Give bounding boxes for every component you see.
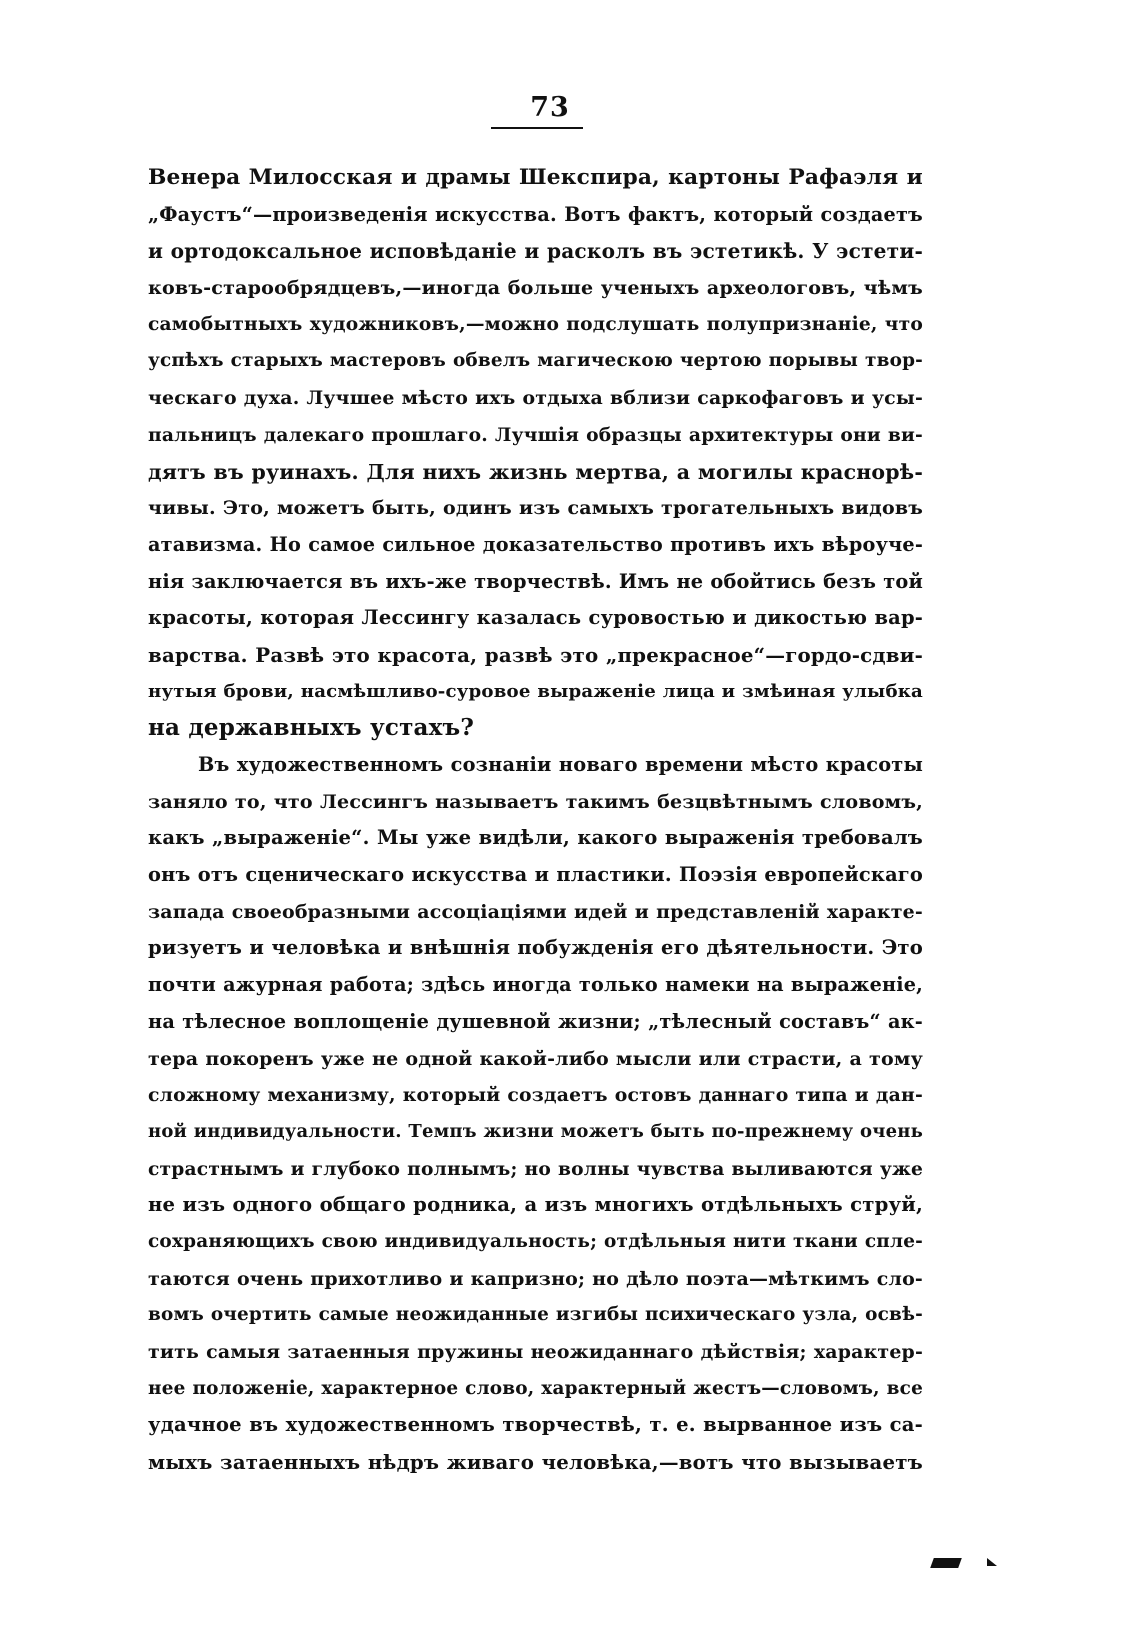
text-line: „Фаустъ“—произведенія искусства. Вотъ фактъ, который создаетъ (148, 202, 923, 226)
text-line: ризуетъ и человѣка и внѣшнія побужденія его дѣятельности. Это (148, 936, 923, 960)
text-line: нее положеніе, характерное слово, характерный жестъ—словомъ, все (148, 1377, 923, 1399)
text-line: мыхъ затаенныхъ нѣдръ живаго человѣка,—вотъ что вызываетъ (148, 1450, 923, 1475)
text-line: на державныхъ устахъ? (148, 714, 475, 742)
text-line: страстнымъ и глубоко полнымъ; но волны чувства выливаются уже (148, 1157, 923, 1180)
text-line: ковъ-старообрядцевъ,—иногда больше ученыхъ археологовъ, чѣмъ (148, 277, 923, 300)
text-line: пальницъ далекаго прошлаго. Лучшія образцы архитектуры они ви- (148, 423, 923, 446)
text-line: красоты, которая Лессингу казалась суровостью и дикостью вар- (148, 606, 923, 630)
text-line: атавизма. Но самое сильное доказательство противъ ихъ вѣроуче- (148, 532, 923, 556)
text-line: Въ художественномъ сознаніи новаго времени мѣсто красоты (198, 753, 923, 776)
text-line: Венера Милосская и драмы Шекспира, картоны Рафаэля и (148, 165, 923, 190)
text-line: дятъ въ руинахъ. Для нихъ жизнь мертва, а могилы краснорѣ- (148, 459, 923, 484)
text-line: тера покоренъ уже не одной какой-либо мысли или страсти, а тому (148, 1047, 923, 1070)
text-line: на тѣлесное воплощеніе душевной жизни; „тѣлесный составъ“ ак- (148, 1009, 923, 1033)
page-number: 73 (530, 92, 570, 123)
text-line: вомъ очертить самые неожиданные изгибы психическаго узла, освѣ- (148, 1304, 923, 1326)
text-line: ной индивидуальности. Темпъ жизни можетъ быть по-прежнему очень (148, 1120, 923, 1142)
text-line: ческаго духа. Лучшее мѣсто ихъ отдыха вблизи саркофаговъ и усы- (148, 387, 923, 410)
text-line: успѣхъ старыхъ мастеровъ обвелъ магическою чертою порывы твор- (148, 350, 923, 372)
text-line: какъ „выраженіе“. Мы уже видѣли, какого выраженія требовалъ (148, 826, 923, 850)
text-line: не изъ одного общаго родника, а изъ многихъ отдѣльныхъ струй, (148, 1193, 923, 1217)
text-line: почти ажурная работа; здѣсь иногда только намеки на выраженіе, (148, 973, 923, 997)
text-line: запада своеобразными ассоціаціями идей и представленій характе- (148, 900, 923, 923)
text-line: таются очень прихотливо и капризно; но дѣло поэта—мѣткимъ сло- (148, 1267, 923, 1290)
text-line: онъ отъ сценическаго искусства и пластики. Поэзія европейскаго (148, 863, 923, 887)
page-number-rule (491, 127, 583, 129)
text-line: удачное въ художественномъ творчествѣ, т. е. вырванное изъ са- (148, 1413, 923, 1437)
text-line: сложному механизму, который создаетъ остовъ даннаго типа и дан- (148, 1084, 923, 1107)
scan-mark (987, 1558, 997, 1566)
text-line: варства. Развѣ это красота, развѣ это „прекрасное“—гордо-сдви- (148, 642, 923, 667)
text-line: самобытныхъ художниковъ,—можно подслушать полупризнаніе, что (148, 313, 923, 335)
text-line: заняло то, что Лессингъ называетъ такимъ безцвѣтнымъ словомъ, (148, 790, 923, 813)
text-line: нутыя брови, насмѣшливо-суровое выраженіе лица и змѣиная улыбка (148, 680, 923, 702)
text-line: и ортодоксальное исповѣданіе и расколъ въ эстетикѣ. У эстети- (148, 239, 923, 264)
text-line: нія заключается въ ихъ-же творчествѣ. Имъ не обойтись безъ той (148, 569, 923, 593)
body-text (148, 160, 923, 1481)
text-line: сохраняющихъ свою индивидуальность; отдѣльныя нити ткани спле- (148, 1230, 923, 1252)
text-line: чивы. Это, можетъ быть, одинъ изъ самыхъ трогательныхъ видовъ (148, 497, 923, 520)
scan-mark (930, 1558, 962, 1568)
text-line: тить самыя затаенныя пружины неожиданнаго дѣйствія; характер- (148, 1341, 923, 1363)
